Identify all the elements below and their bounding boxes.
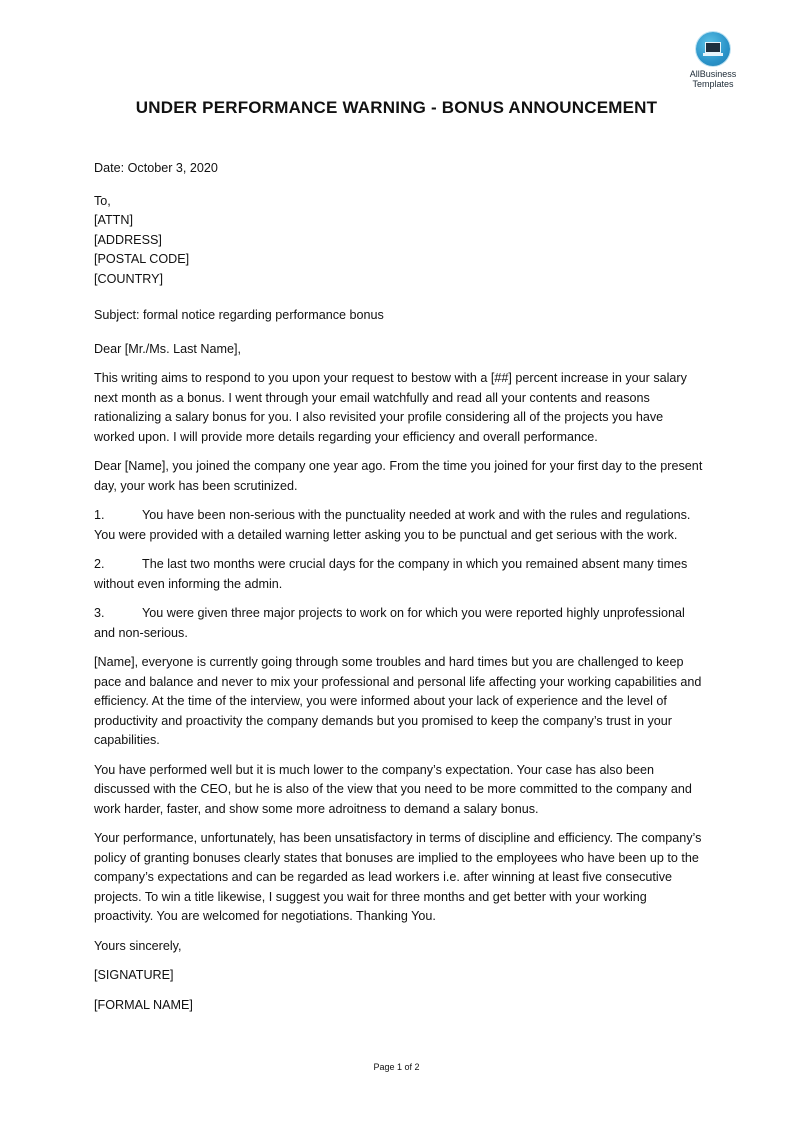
paragraph-policy: Your performance, unfortunately, has been unsatisfactory in terms of discipline and efficiency. The company’s policy of granting bonuses clearly states that bonuses are implied to the employees who have been up to the company’s expectations and can be regarded as lead workers i.e. after winning at least five consecutive projects. To win a title likewise, I suggest you wait for three months and get better with your working proactivity. You are welcomed for negotiations. Thanking You.	[94, 831, 702, 923]
page-number: Page 1 of 2	[373, 1062, 420, 1072]
laptop-screen	[705, 42, 721, 53]
letter-formal-name: [FORMAL NAME]	[94, 997, 193, 1012]
page-title: UNDER PERFORMANCE WARNING - BONUS ANNOUNCEMENT	[135, 98, 658, 117]
letter-subject: Subject: formal notice regarding performance bonus	[94, 308, 384, 322]
address-to: To,	[94, 193, 111, 208]
paragraph-challenges: [Name], everyone is currently going through some troubles and hard times but you are challenged to keep pace and balance and never to mix your professional and personal life affecting your working capabilities and efficiency. At the time of the interview, you were informed about your lack of experience and the level of productivity and proactivity the company demands but you promised to keep the company’s trust in your capabilities.	[94, 655, 702, 747]
list-text: You have been non-serious with the punctuality needed at work and with the rules and regulations. You were provided with a detailed warning letter asking you to be punctual and get serious with the work.	[94, 508, 691, 542]
logo-line-1: AllBusiness	[689, 69, 737, 79]
logo-line-2: Templates	[692, 79, 734, 89]
paragraph-intro: Dear [Name], you joined the company one year ago. From the time you joined for your first day to the present day, your work has been scrutinized.	[94, 459, 703, 493]
address-postal: [POSTAL CODE]	[94, 252, 190, 266]
paragraph-request: This writing aims to respond to you upon your request to bestow with a [##] percent increase in your salary next month as a bonus. I went through your email watchfully and read all your contents and reasons rationalizing a salary bonus for you. I also revisited your profile considering all of the projects you have worked upon. I will provide more details regarding your efficiency and overall performance.	[94, 371, 687, 444]
list-number: 3.	[94, 606, 105, 620]
laptop-icon	[696, 32, 730, 66]
letter-body	[94, 159, 706, 1015]
paragraph-expectations: You have performed well but it is much lower to the company’s expectation. Your case has also been discussed with the CEO, but he is also of the view that you need to be more committed to the company and work harder, faster, and show some more adroitness to demand a salary bonus.	[94, 762, 692, 816]
list-text: The last two months were crucial days for the company in which you remained absent many times without even informing the admin.	[94, 557, 688, 591]
letter-closing: Yours sincerely,	[94, 938, 182, 953]
address-country: [COUNTRY]	[94, 271, 164, 286]
list-number: 2.	[94, 557, 105, 571]
logo-text	[682, 69, 744, 89]
letter-signature: [SIGNATURE]	[94, 968, 174, 982]
list-item	[94, 555, 706, 594]
letter-salutation: Dear [Mr./Ms. Last Name],	[94, 341, 241, 356]
address-attn: [ATTN]	[94, 213, 133, 227]
list-item	[94, 506, 706, 545]
letter-date: Date: October 3, 2020	[94, 161, 218, 175]
list-text: You were given three major projects to work on for which you were reported highly unprofessional and non-serious.	[94, 606, 685, 640]
address-line: [ADDRESS]	[94, 232, 162, 247]
list-item	[94, 604, 706, 643]
list-number: 1.	[94, 508, 105, 522]
laptop-base	[703, 53, 723, 56]
company-logo	[682, 32, 744, 89]
